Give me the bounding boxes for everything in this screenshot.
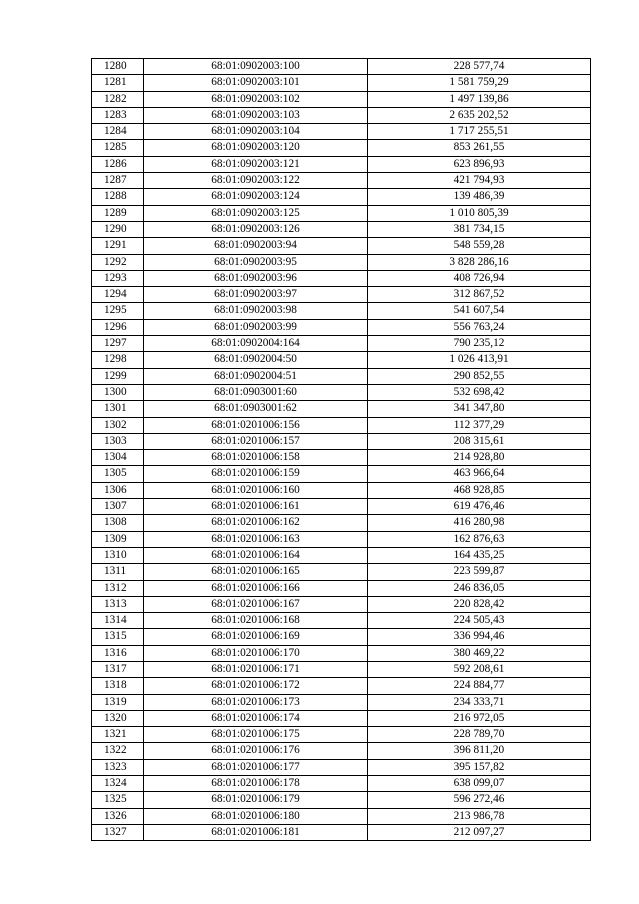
cadastral-number-cell: 68:01:0902003:95 [144, 254, 368, 270]
cadastral-number-cell: 68:01:0201006:158 [144, 450, 368, 466]
row-number-cell: 1315 [92, 629, 144, 645]
cadastral-number-cell: 68:01:0902003:94 [144, 238, 368, 254]
cadastral-value-cell: 790 235,12 [368, 336, 591, 352]
cadastral-value-cell: 216 972,05 [368, 710, 591, 726]
table-row [92, 580, 591, 596]
cadastral-number-cell: 68:01:0201006:162 [144, 515, 368, 531]
table-row [92, 352, 591, 368]
cadastral-value-cell: 396 811,20 [368, 743, 591, 759]
cadastral-value-cell: 224 884,77 [368, 678, 591, 694]
cadastral-value-cell: 223 599,87 [368, 564, 591, 580]
cadastral-number-cell: 68:01:0201006:172 [144, 678, 368, 694]
cadastral-number-cell: 68:01:0902003:122 [144, 173, 368, 189]
table-row [92, 254, 591, 270]
table-row [92, 450, 591, 466]
cadastral-number-cell: 68:01:0201006:176 [144, 743, 368, 759]
table-row [92, 629, 591, 645]
cadastral-value-cell: 228 789,70 [368, 727, 591, 743]
cadastral-value-cell: 336 994,46 [368, 629, 591, 645]
row-number-cell: 1288 [92, 189, 144, 205]
cadastral-number-cell: 68:01:0201006:160 [144, 482, 368, 498]
row-number-cell: 1292 [92, 254, 144, 270]
row-number-cell: 1281 [92, 75, 144, 91]
cadastral-value-cell: 463 966,64 [368, 466, 591, 482]
cadastral-number-cell: 68:01:0201006:174 [144, 710, 368, 726]
table-row [92, 613, 591, 629]
table-row [92, 515, 591, 531]
table-row [92, 678, 591, 694]
row-number-cell: 1301 [92, 401, 144, 417]
table-row [92, 808, 591, 824]
table-row [92, 776, 591, 792]
row-number-cell: 1280 [92, 59, 144, 75]
table-row [92, 596, 591, 612]
cadastral-value-cell: 853 261,55 [368, 140, 591, 156]
table-row [92, 319, 591, 335]
cadastral-value-cell: 1 717 255,51 [368, 124, 591, 140]
row-number-cell: 1318 [92, 678, 144, 694]
cadastral-value-cell: 212 097,27 [368, 824, 591, 840]
cadastral-value-cell: 220 828,42 [368, 596, 591, 612]
cadastral-value-cell: 395 157,82 [368, 759, 591, 775]
table-row [92, 140, 591, 156]
row-number-cell: 1294 [92, 287, 144, 303]
cadastral-number-cell: 68:01:0201006:166 [144, 580, 368, 596]
cadastral-number-cell: 68:01:0201006:179 [144, 792, 368, 808]
cadastral-value-cell: 596 272,46 [368, 792, 591, 808]
cadastral-number-cell: 68:01:0201006:170 [144, 645, 368, 661]
cadastral-number-cell: 68:01:0902003:98 [144, 303, 368, 319]
cadastral-number-cell: 68:01:0903001:60 [144, 384, 368, 400]
row-number-cell: 1295 [92, 303, 144, 319]
table-row [92, 221, 591, 237]
cadastral-number-cell: 68:01:0902003:103 [144, 107, 368, 123]
row-number-cell: 1283 [92, 107, 144, 123]
row-number-cell: 1300 [92, 384, 144, 400]
row-number-cell: 1305 [92, 466, 144, 482]
row-number-cell: 1308 [92, 515, 144, 531]
cadastral-value-cell: 638 099,07 [368, 776, 591, 792]
row-number-cell: 1316 [92, 645, 144, 661]
cadastral-value-cell: 421 794,93 [368, 173, 591, 189]
table-row [92, 238, 591, 254]
row-number-cell: 1323 [92, 759, 144, 775]
table-row [92, 824, 591, 840]
table-row [92, 417, 591, 433]
cadastral-value-cell: 619 476,46 [368, 499, 591, 515]
row-number-cell: 1282 [92, 91, 144, 107]
cadastral-number-cell: 68:01:0201006:156 [144, 417, 368, 433]
row-number-cell: 1310 [92, 547, 144, 563]
row-number-cell: 1296 [92, 319, 144, 335]
cadastral-number-cell: 68:01:0902004:51 [144, 368, 368, 384]
cadastral-value-cell: 214 928,80 [368, 450, 591, 466]
table-row [92, 743, 591, 759]
cadastral-number-cell: 68:01:0902003:97 [144, 287, 368, 303]
cadastral-value-cell: 164 435,25 [368, 547, 591, 563]
cadastral-value-cell: 532 698,42 [368, 384, 591, 400]
cadastral-value-table [91, 58, 591, 841]
cadastral-value-cell: 623 896,93 [368, 156, 591, 172]
table-row [92, 287, 591, 303]
cadastral-number-cell: 68:01:0902003:102 [144, 91, 368, 107]
row-number-cell: 1307 [92, 499, 144, 515]
table-row [92, 368, 591, 384]
table-row [92, 547, 591, 563]
row-number-cell: 1297 [92, 336, 144, 352]
cadastral-number-cell: 68:01:0902003:121 [144, 156, 368, 172]
cadastral-value-cell: 556 763,24 [368, 319, 591, 335]
row-number-cell: 1311 [92, 564, 144, 580]
cadastral-number-cell: 68:01:0201006:164 [144, 547, 368, 563]
table-row [92, 107, 591, 123]
cadastral-number-cell: 68:01:0201006:157 [144, 433, 368, 449]
row-number-cell: 1304 [92, 450, 144, 466]
cadastral-value-cell: 112 377,29 [368, 417, 591, 433]
cadastral-number-cell: 68:01:0902003:120 [144, 140, 368, 156]
cadastral-number-cell: 68:01:0201006:177 [144, 759, 368, 775]
cadastral-value-cell: 408 726,94 [368, 270, 591, 286]
cadastral-value-cell: 213 986,78 [368, 808, 591, 824]
row-number-cell: 1327 [92, 824, 144, 840]
row-number-cell: 1317 [92, 661, 144, 677]
table-row [92, 661, 591, 677]
table-row [92, 401, 591, 417]
cadastral-value-cell: 1 497 139,86 [368, 91, 591, 107]
cadastral-value-cell: 468 928,85 [368, 482, 591, 498]
row-number-cell: 1322 [92, 743, 144, 759]
row-number-cell: 1314 [92, 613, 144, 629]
table-row [92, 156, 591, 172]
cadastral-value-cell: 2 635 202,52 [368, 107, 591, 123]
row-number-cell: 1312 [92, 580, 144, 596]
row-number-cell: 1321 [92, 727, 144, 743]
cadastral-number-cell: 68:01:0201006:180 [144, 808, 368, 824]
row-number-cell: 1325 [92, 792, 144, 808]
cadastral-value-cell: 139 486,39 [368, 189, 591, 205]
cadastral-value-cell: 234 333,71 [368, 694, 591, 710]
row-number-cell: 1284 [92, 124, 144, 140]
row-number-cell: 1324 [92, 776, 144, 792]
cadastral-number-cell: 68:01:0903001:62 [144, 401, 368, 417]
table-row [92, 433, 591, 449]
row-number-cell: 1320 [92, 710, 144, 726]
table-row [92, 91, 591, 107]
cadastral-value-cell: 548 559,28 [368, 238, 591, 254]
cadastral-number-cell: 68:01:0201006:159 [144, 466, 368, 482]
table-row [92, 710, 591, 726]
cadastral-value-cell: 208 315,61 [368, 433, 591, 449]
cadastral-value-cell: 341 347,80 [368, 401, 591, 417]
row-number-cell: 1302 [92, 417, 144, 433]
cadastral-number-cell: 68:01:0902003:104 [144, 124, 368, 140]
table-row [92, 792, 591, 808]
cadastral-number-cell: 68:01:0902003:126 [144, 221, 368, 237]
cadastral-value-cell: 592 208,61 [368, 661, 591, 677]
table-row [92, 75, 591, 91]
table-row [92, 645, 591, 661]
cadastral-number-cell: 68:01:0201006:163 [144, 531, 368, 547]
table-row [92, 336, 591, 352]
row-number-cell: 1285 [92, 140, 144, 156]
cadastral-value-cell: 1 581 759,29 [368, 75, 591, 91]
cadastral-number-cell: 68:01:0902003:124 [144, 189, 368, 205]
table-row [92, 59, 591, 75]
cadastral-value-cell: 228 577,74 [368, 59, 591, 75]
cadastral-value-cell: 381 734,15 [368, 221, 591, 237]
cadastral-number-cell: 68:01:0902003:125 [144, 205, 368, 221]
cadastral-value-cell: 380 469,22 [368, 645, 591, 661]
row-number-cell: 1291 [92, 238, 144, 254]
table-row [92, 189, 591, 205]
cadastral-number-cell: 68:01:0201006:167 [144, 596, 368, 612]
table-row [92, 482, 591, 498]
row-number-cell: 1303 [92, 433, 144, 449]
table-row [92, 531, 591, 547]
cadastral-value-cell: 224 505,43 [368, 613, 591, 629]
cadastral-number-cell: 68:01:0201006:169 [144, 629, 368, 645]
cadastral-number-cell: 68:01:0902003:101 [144, 75, 368, 91]
table-row [92, 124, 591, 140]
row-number-cell: 1299 [92, 368, 144, 384]
table-row [92, 384, 591, 400]
cadastral-number-cell: 68:01:0201006:171 [144, 661, 368, 677]
cadastral-value-cell: 290 852,55 [368, 368, 591, 384]
cadastral-number-cell: 68:01:0902004:164 [144, 336, 368, 352]
table-row [92, 205, 591, 221]
cadastral-number-cell: 68:01:0201006:168 [144, 613, 368, 629]
cadastral-value-cell: 416 280,98 [368, 515, 591, 531]
cadastral-number-cell: 68:01:0201006:165 [144, 564, 368, 580]
cadastral-value-cell: 312 867,52 [368, 287, 591, 303]
row-number-cell: 1306 [92, 482, 144, 498]
row-number-cell: 1319 [92, 694, 144, 710]
table-row [92, 173, 591, 189]
cadastral-number-cell: 68:01:0902003:96 [144, 270, 368, 286]
cadastral-value-cell: 246 836,05 [368, 580, 591, 596]
cadastral-number-cell: 68:01:0902003:99 [144, 319, 368, 335]
table-row [92, 694, 591, 710]
cadastral-number-cell: 68:01:0201006:161 [144, 499, 368, 515]
cadastral-value-cell: 541 607,54 [368, 303, 591, 319]
cadastral-number-cell: 68:01:0201006:175 [144, 727, 368, 743]
table-row [92, 499, 591, 515]
cadastral-number-cell: 68:01:0902003:100 [144, 59, 368, 75]
table-row [92, 564, 591, 580]
cadastral-number-cell: 68:01:0201006:181 [144, 824, 368, 840]
row-number-cell: 1293 [92, 270, 144, 286]
row-number-cell: 1287 [92, 173, 144, 189]
table-body [92, 59, 591, 841]
row-number-cell: 1290 [92, 221, 144, 237]
cadastral-value-cell: 162 876,63 [368, 531, 591, 547]
row-number-cell: 1313 [92, 596, 144, 612]
row-number-cell: 1286 [92, 156, 144, 172]
cadastral-number-cell: 68:01:0201006:173 [144, 694, 368, 710]
table-row [92, 727, 591, 743]
table-row [92, 303, 591, 319]
row-number-cell: 1326 [92, 808, 144, 824]
row-number-cell: 1298 [92, 352, 144, 368]
table-row [92, 270, 591, 286]
table-row [92, 466, 591, 482]
cadastral-number-cell: 68:01:0201006:178 [144, 776, 368, 792]
cadastral-number-cell: 68:01:0902004:50 [144, 352, 368, 368]
cadastral-value-cell: 1 010 805,39 [368, 205, 591, 221]
row-number-cell: 1309 [92, 531, 144, 547]
cadastral-value-cell: 1 026 413,91 [368, 352, 591, 368]
row-number-cell: 1289 [92, 205, 144, 221]
table-row [92, 759, 591, 775]
cadastral-value-cell: 3 828 286,16 [368, 254, 591, 270]
